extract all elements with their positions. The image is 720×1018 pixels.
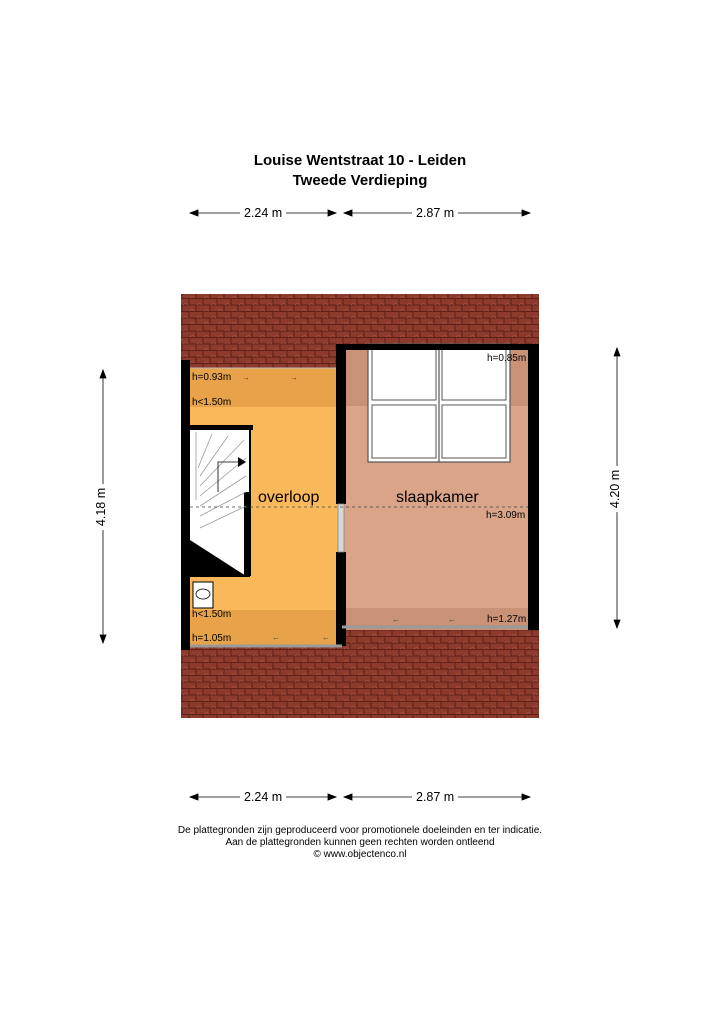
- svg-text:→: →: [242, 373, 250, 382]
- svg-text:→: →: [290, 373, 298, 382]
- svg-text:←: ←: [392, 615, 400, 624]
- svg-text:←: ←: [322, 633, 330, 642]
- disclaimer-line-1: De plattegronden zijn geproduceerd voor promotionele doeleinden en ter indicatie.: [177, 825, 543, 836]
- height-label: h=0.85m: [487, 353, 527, 364]
- svg-text:←: ←: [272, 633, 280, 642]
- plan-subtitle: Tweede Verdieping: [292, 172, 428, 189]
- height-label: h<1.50m: [192, 609, 232, 620]
- staircase: [190, 428, 251, 576]
- dimension-left-height: 4.18 m: [94, 484, 108, 530]
- room-label-slaapkamer: slaapkamer: [396, 489, 479, 506]
- dimension-top-left: 2.24 m: [240, 206, 286, 220]
- dimension-top-right: 2.87 m: [412, 206, 458, 220]
- height-label: h<1.50m: [192, 397, 232, 408]
- dimension-right-height: 4.20 m: [608, 466, 622, 512]
- height-label: h=3.09m: [486, 510, 526, 521]
- toilet-fixture: [193, 582, 213, 608]
- room-label-overloop: overloop: [258, 489, 320, 506]
- dimension-bottom-right: 2.87 m: [412, 790, 458, 804]
- height-label: h=0.93m: [192, 372, 232, 383]
- height-label: h=1.05m: [192, 633, 232, 644]
- dimension-bottom-left: 2.24 m: [240, 790, 286, 804]
- disclaimer-line-2: Aan de plattegronden kunnen geen rechten worden ontleend: [225, 837, 495, 848]
- svg-text:←: ←: [448, 615, 456, 624]
- interior-door: [338, 504, 344, 552]
- plan-title: Louise Wentstraat 10 - Leiden: [253, 152, 467, 169]
- disclaimer-line-3: © www.objectenco.nl: [313, 849, 407, 860]
- height-label: h=1.27m: [487, 614, 527, 625]
